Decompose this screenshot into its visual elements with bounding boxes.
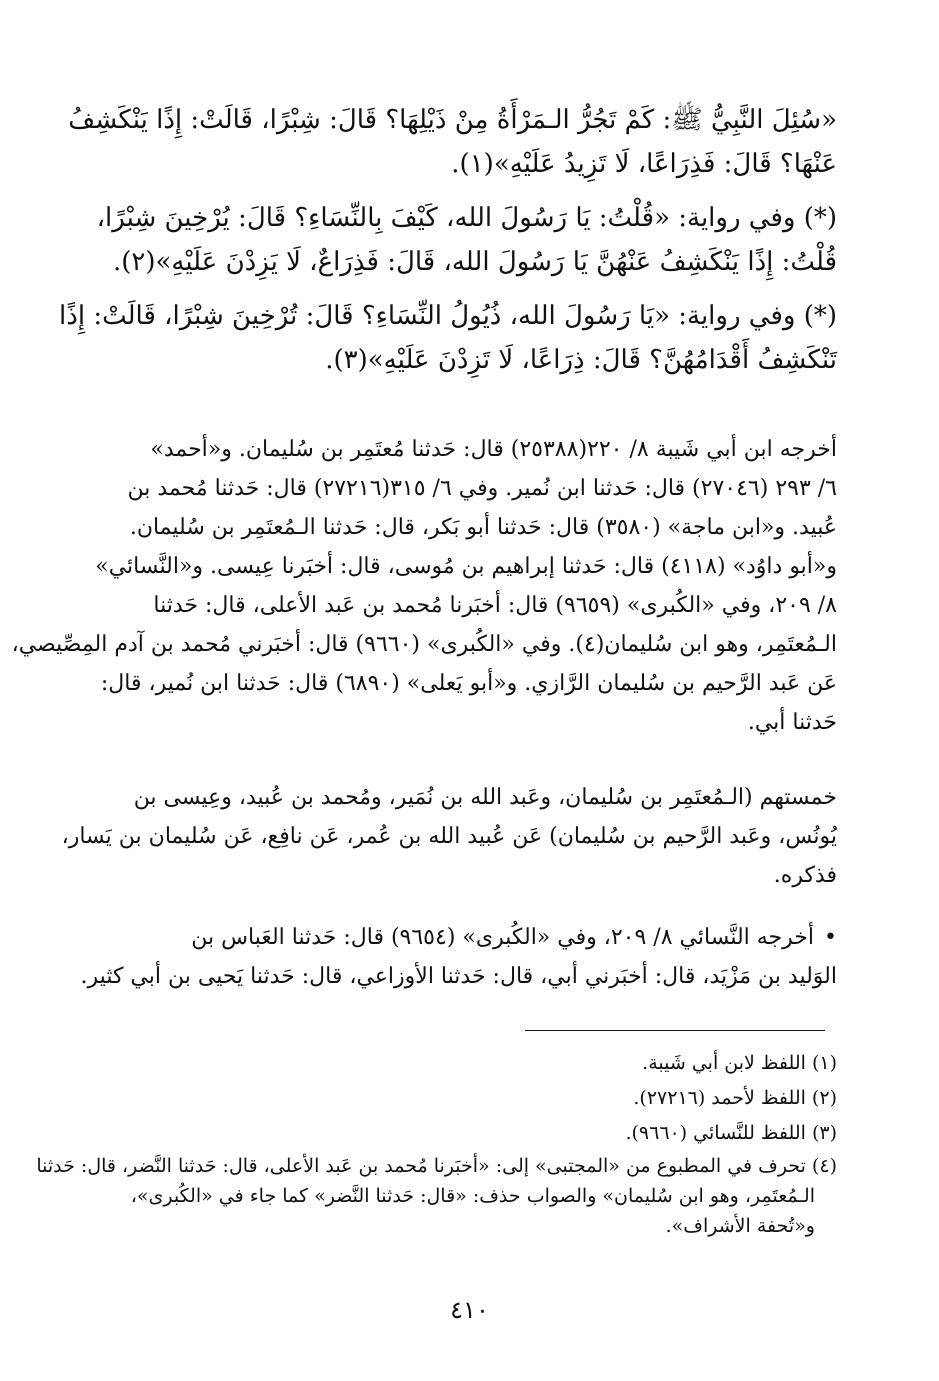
text-line: (*) وفي رواية: «قُلْتُ: يَا رَسُولَ الله، كَيْفَ بِالنِّسَاءِ؟ قَالَ: يُرْخِينَ شِبْرًا،	[96, 203, 837, 233]
footnote-continuation: الـمُعتَمِر، وهو ابن سُليمان» والصواب حذف: «قال: حَدثنا النَّضر» كما جاء في «الكُبرى»،	[130, 1185, 815, 1207]
hadith-variant-1	[92, 196, 837, 284]
text-line: قُلْتُ: إِذًا يَنْكَشِفُ عَنْهُنَّ يَا رَسُولَ الله، قَالَ: فَذِرَاعٌ، لَا يَزِدْنَ عَلَيْهِ»(٢).	[112, 247, 837, 277]
text-line: ٨/ ٢٠٩، وفي «الكُبرى» (٩٦٥٩) قال: أخبَرنا مُحمد بن عَبد الأعلى، قال: حَدثنا	[153, 593, 837, 618]
text-line: أخرجه ابن أبي شَيبة ٨/ ٢٢٠(٢٥٣٨٨) قال: حَدثنا مُعتَمِر بن سُليمان. و«أحمد»	[150, 437, 837, 462]
bullet-paragraph	[80, 918, 837, 996]
bullet-icon: •	[824, 925, 837, 950]
text-line: خمستهم (الـمُعتَمِر بن سُليمان، وعَبد الله بن نُمَير، ومُحمد بن عُبيد، وعِيسى بن	[133, 785, 837, 810]
page-number: ٤١٠	[450, 1296, 489, 1324]
text-line: (*) وفي رواية: «يَا رَسُولَ الله، ذُيُولُ النِّسَاءِ؟ قَالَ: تُرْخِينَ شِبْرًا، قَالَتْ: إِذًا	[59, 301, 837, 331]
footnote-continuation: و«تُحفة الأشراف».	[665, 1215, 815, 1237]
takhrij-paragraph	[11, 430, 837, 742]
text-line: تَنْكَشِفُ أَقْدَامُهُنَّ؟ قَالَ: ذِرَاعًا، لَا تَزِدْنَ عَلَيْهِ»(٣).	[325, 345, 837, 375]
footnote: (٤) تحرف في المطبوع من «المجتبى» إلى: «أخبَرنا مُحمد بن عَبد الأعلى، قال: حَدثنا النَّضر، قال: حَدثنا	[36, 1155, 837, 1177]
footnote: (٢) اللفظ لأحمد (٢٧٢١٦).	[633, 1087, 837, 1109]
bullet-text: أخرجه النَّسائي ٨/ ٢٠٩، وفي «الكُبرى» (٩٦٥٤) قال: حَدثنا العَباس بن	[191, 925, 815, 950]
text-line: الـمُعتَمِر، وهو ابن سُليمان(٤). وفي «الكُبرى» (٩٦٦٠) قال: أخبَرني مُحمد بن آدم المِصِّيصي،	[11, 632, 837, 657]
text-line: يُونُس، وعَبد الرَّحيم بن سُليمان) عَن عُبيد الله بن عُمر، عَن نافِع، عَن سُليمان بن يَسار،	[61, 824, 837, 849]
text-line: عُبيد. و«ابن ماجة» (٣٥٨٠) قال: حَدثنا أبو بَكر، قال: حَدثنا الـمُعتَمِر بن سُليمان.	[129, 515, 837, 540]
text-line: ٦/ ٢٩٣ (٢٧٠٤٦) قال: حَدثنا ابن نُمير. وفي ٦/ ٣١٥(٢٧٢١٦) قال: حَدثنا مُحمد بن	[127, 476, 837, 501]
text-line: و«أبو داوُد» (٤١١٨) قال: حَدثنا إبراهيم بن مُوسى، قال: أخبَرنا عِيسى. و«النَّسائي»	[95, 554, 837, 579]
isnad-summary-paragraph	[61, 778, 837, 895]
footnote: (٣) اللفظ للنَّسائي (٩٦٦٠).	[625, 1122, 837, 1144]
hadith-variant-2	[59, 294, 837, 382]
text-line: فذكره.	[773, 863, 837, 888]
text-line: عَن عَبد الرَّحيم بن سُليمان الرَّازي. و«أبو يَعلى» (٦٨٩٠) قال: حَدثنا ابن نُمير، قال:	[100, 671, 837, 696]
footnotes	[36, 1046, 837, 1241]
text-line: عَنْهَا؟ قَالَ: فَذِرَاعًا، لَا تَزِيدُ عَلَيْهِ»(١).	[451, 149, 837, 179]
text-line: الوَليد بن مَزْيَد، قال: أخبَرني أبي، قال: حَدثنا الأوزاعي، قال: حَدثنا يَحيى بن أبي كثير.	[80, 964, 837, 989]
footnote-separator	[525, 1030, 825, 1031]
text-line	[92, 918, 837, 957]
footnote: (١) اللفظ لابن أبي شَيبة.	[642, 1052, 837, 1074]
hadith-main	[68, 98, 837, 186]
text-line: حَدثنا أبي.	[747, 710, 837, 735]
text-line: «سُئِلَ النَّبِيُّ ﷺ: كَمْ تَجُرُّ الـمَرْأَةُ مِنْ ذَيْلِهَا؟ قَالَ: شِبْرًا، قَالَتْ: إِذًا يَنْكَشِفُ	[68, 105, 837, 135]
